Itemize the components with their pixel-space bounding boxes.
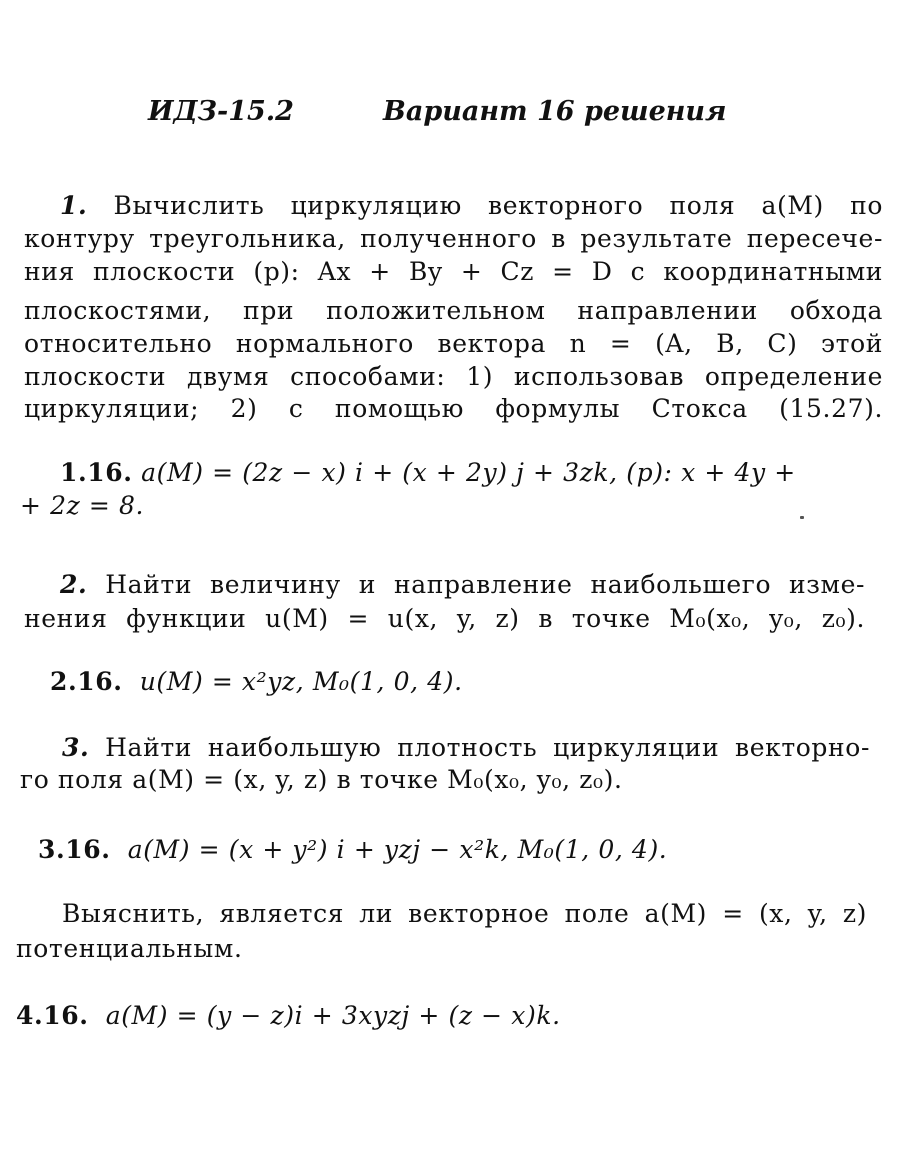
task-3-line-1: [62, 735, 870, 760]
task-1-line-6: плоскости двумя способами: 1) использовав определение: [24, 362, 883, 391]
scan-speck: [800, 516, 804, 519]
task-3-number: 3.: [62, 733, 90, 762]
task-4-line-2: потенциальным.: [16, 934, 243, 963]
task-1-line-3: ния плоскости (p): Ax + By + Cz = D с координатными: [24, 257, 883, 286]
task-1-line-4: плоскостями, при положительном направлении обхода: [24, 296, 883, 325]
problem-3-16-number: 3.16.: [38, 835, 111, 864]
task-3-text-1: Найти наибольшую плотность циркуляции векторно-: [105, 733, 870, 762]
problem-2-16-number: 2.16.: [50, 667, 123, 696]
problem-4-16: [16, 1003, 561, 1028]
task-4-line-1: Выяснить, является ли векторное поле a(M) = (x, y, z): [62, 899, 867, 928]
problem-1-16-number: 1.16.: [60, 458, 133, 487]
task-1-number: 1.: [60, 191, 88, 220]
task-2-line-1: [60, 572, 865, 597]
header-code: ИДЗ-15.2: [148, 96, 294, 127]
problem-1-16-line-1: [60, 460, 796, 485]
problem-2-16: [50, 669, 463, 694]
problem-1-16-line-2: + 2z = 8.: [20, 491, 145, 520]
task-1-text-1: Вычислить циркуляцию векторного поля a(M) по: [113, 191, 883, 220]
problem-4-16-formula: a(M) = (y − z)i + 3xyzj + (z − x)k.: [105, 1001, 561, 1030]
problem-3-16: [38, 837, 667, 862]
task-2-text-1: Найти величину и направление наибольшего изме-: [105, 570, 866, 599]
task-2-line-2: нения функции u(M) = u(x, y, z) в точке M₀(x₀, y₀, z₀).: [24, 604, 865, 633]
task-1-line-7: циркуляции; 2) с помощью формулы Стокса (15.27).: [24, 394, 883, 423]
task-1-line-1: [60, 193, 883, 218]
task-3-line-2: го поля a(M) = (x, y, z) в точке M₀(x₀, y₀, z₀).: [20, 765, 623, 794]
task-1-line-5: относительно нормального вектора n = (A, B, C) этой: [24, 329, 883, 358]
header-variant: Вариант 16 решения: [383, 96, 727, 127]
problem-1-16-formula: a(M) = (2z − x) i + (x + 2y) j + 3zk, (p): x + 4y +: [141, 458, 796, 487]
problem-2-16-formula: u(M) = x²yz, M₀(1, 0, 4).: [139, 667, 463, 696]
task-2-number: 2.: [60, 570, 88, 599]
task-1-line-2: контуру треугольника, полученного в результате пересече-: [24, 224, 883, 253]
problem-4-16-number: 4.16.: [16, 1001, 89, 1030]
problem-3-16-formula: a(M) = (x + y²) i + yzj − x²k, M₀(1, 0, 4).: [127, 835, 668, 864]
